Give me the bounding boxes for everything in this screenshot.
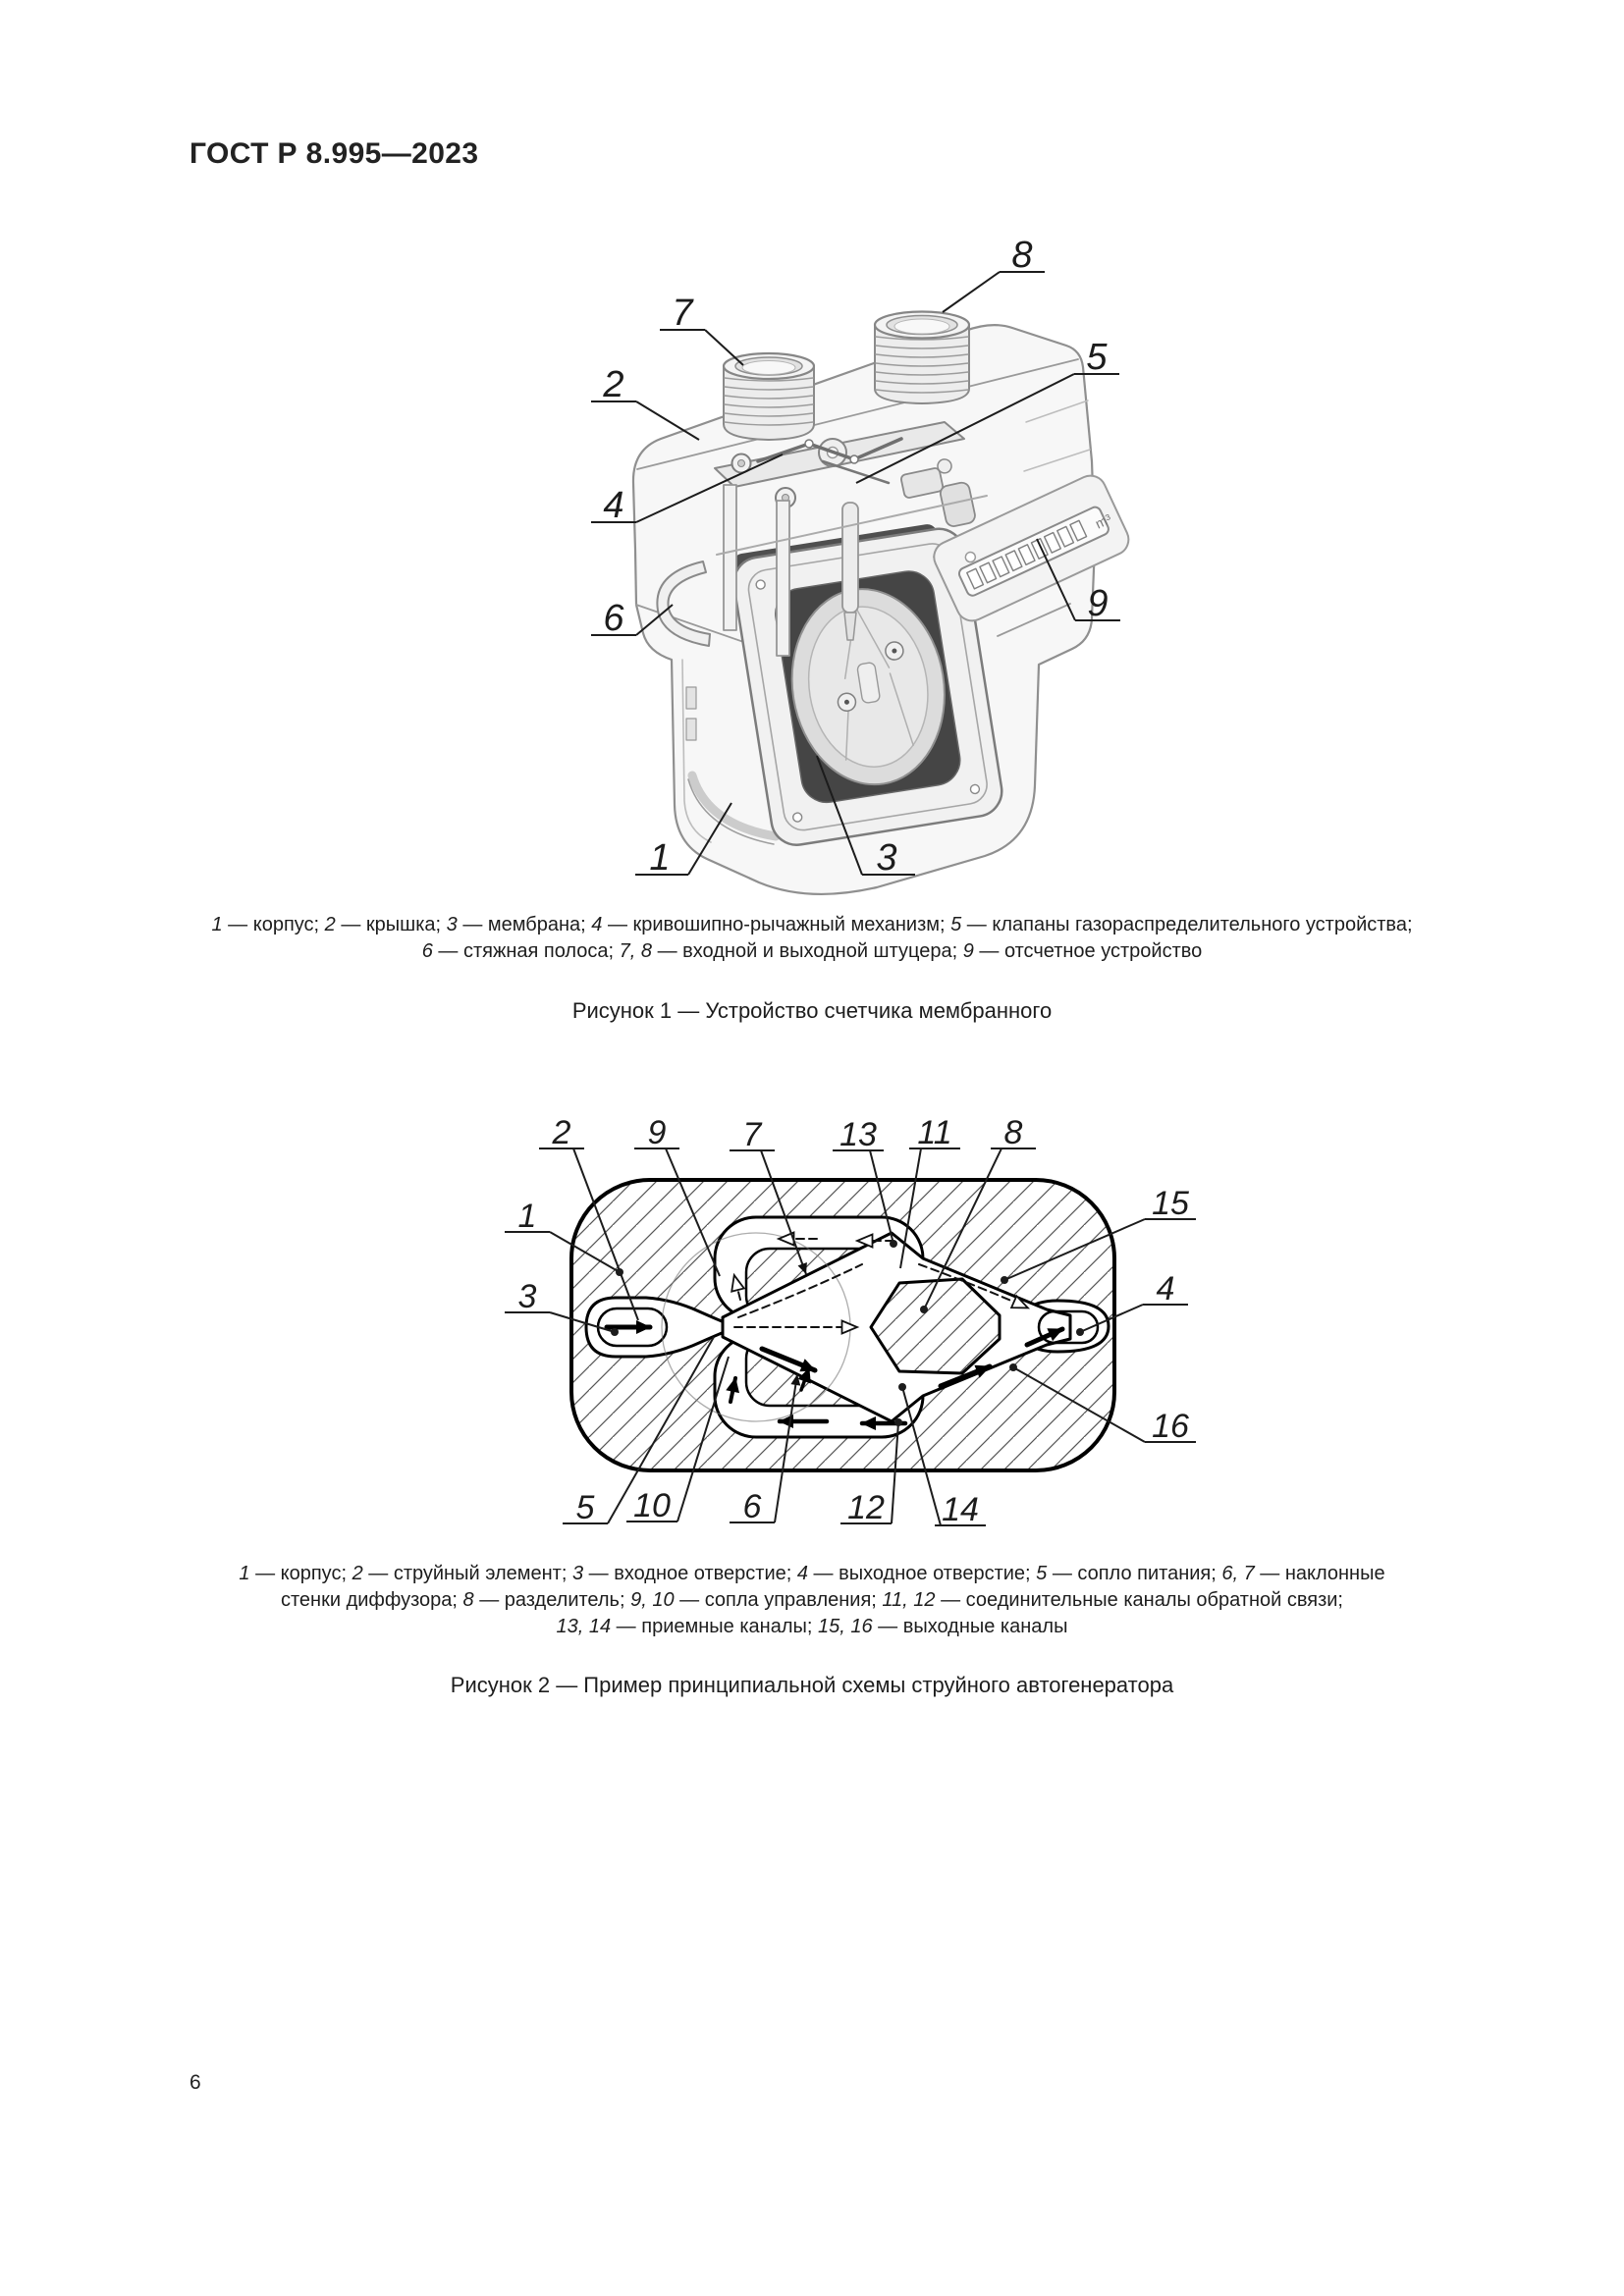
figure1-callout-3: 3 [876, 837, 897, 879]
caption-ref-number: 1 [211, 914, 223, 935]
document-header: ГОСТ Р 8.995—2023 [189, 137, 479, 170]
figure1-callout-leader-2 [636, 401, 699, 440]
figure2-caption-line-2: стенки диффузора; 8 — разделитель; 9, 10 — сопла управления; 11, 12 — соединительные каналы обратной связи; [280, 1589, 1343, 1611]
figure1-callout-5: 5 [1086, 337, 1108, 378]
page-number: 6 [189, 2071, 201, 2094]
figure2-caption-line-3: 13, 14 — приемные каналы; 15, 16 — выходные каналы [556, 1616, 1068, 1637]
figure2-callout-dot-13 [890, 1240, 897, 1248]
figure1-illustration [530, 182, 1178, 908]
figure2-callout-dot-14 [898, 1383, 906, 1391]
figure1-callout-6: 6 [603, 598, 624, 639]
caption-ref-number: 4 [796, 1563, 808, 1584]
figure2-callout-16: 16 [1152, 1408, 1189, 1445]
figure2-callout-dot-12 [894, 1418, 902, 1426]
figure2-callout-5: 5 [575, 1489, 595, 1526]
figure1-callout-1: 1 [649, 837, 671, 879]
caption-ref-number: 4 [591, 914, 603, 935]
frame-bolt [792, 812, 802, 822]
housing-vent-slot [686, 687, 696, 709]
caption-ref-number: 6, 7 [1221, 1563, 1255, 1584]
figure2-caption [0, 1561, 1624, 1640]
caption-ref-number: 2 [324, 914, 336, 935]
figure2-callout-2: 2 [552, 1114, 571, 1151]
caption-ref-number: 13, 14 [556, 1616, 612, 1637]
guide-rod [777, 501, 789, 656]
figure2-callout-dot-15 [1001, 1276, 1008, 1284]
figure1-caption-line-1: 1 — корпус; 2 — крышка; 3 — мембрана; 4 — кривошипно-рычажный механизм; 5 — клапаны газораспределительного устройства; [211, 914, 1413, 935]
frame-bolt [970, 784, 980, 794]
caption-ref-number: 2 [352, 1563, 363, 1584]
figure2-callout-3: 3 [517, 1278, 537, 1315]
caption-ref-number: 5 [1036, 1563, 1048, 1584]
figure2-callout-1: 1 [517, 1198, 537, 1235]
figure2-callout-dot-1 [616, 1268, 623, 1276]
caption-ref-number: 9 [962, 940, 974, 962]
figure1-callout-leader-7 [705, 330, 743, 365]
linkage-joint [850, 455, 858, 463]
figure1-title: Рисунок 1 — Устройство счетчика мембранного [571, 998, 1053, 1023]
figure2-callout-dot-3 [611, 1328, 619, 1336]
valve-stem [842, 503, 858, 613]
inlet-fitting [724, 353, 814, 440]
figure2-title: Рисунок 2 — Пример принципиальной схемы струйного автогенератора [450, 1673, 1174, 1697]
caption-ref-number: 9, 10 [630, 1589, 675, 1611]
housing-vent-slot [686, 719, 696, 740]
figure2-callout-12: 12 [847, 1489, 885, 1526]
linkage-joint [805, 440, 813, 448]
odometer-unit-label: m³ [1092, 510, 1114, 532]
figure2-callout-11: 11 [917, 1114, 952, 1151]
valve-stem-tip [844, 613, 856, 640]
frame-bolt [756, 579, 766, 589]
guide-rod [724, 485, 736, 630]
figure2-callout-13: 13 [839, 1116, 877, 1153]
caption-ref-number: 3 [446, 914, 458, 935]
figure1-callout-8: 8 [1011, 235, 1033, 276]
figure2-callout-10: 10 [633, 1487, 671, 1524]
figure1-callout-leader-8 [943, 272, 1000, 312]
figure1-callout-2: 2 [603, 364, 624, 405]
oscillator-schematic [571, 1180, 1114, 1470]
caption-ref-number: 11, 12 [882, 1589, 936, 1611]
figure2-callout-dot-8 [920, 1306, 928, 1313]
figure2-callout-dot-16 [1009, 1363, 1017, 1371]
figure2-callout-dot-4 [1076, 1328, 1084, 1336]
figure2-callout-15: 15 [1152, 1185, 1189, 1222]
caption-ref-number: 1 [239, 1563, 250, 1584]
caption-ref-number: 7, 8 [619, 940, 653, 962]
caption-ref-number: 8 [462, 1589, 474, 1611]
figure2-callout-7: 7 [742, 1116, 762, 1153]
figure2-callout-6: 6 [742, 1488, 762, 1525]
caption-ref-number: 5 [950, 914, 962, 935]
outlet-fitting [875, 312, 969, 404]
figure2-callout-14: 14 [942, 1491, 979, 1528]
caption-ref-number: 6 [421, 940, 433, 962]
figure1-callout-9: 9 [1087, 583, 1109, 624]
figure1-callout-4: 4 [603, 485, 624, 526]
figure2-callout-8: 8 [1003, 1114, 1023, 1151]
caption-ref-number: 15, 16 [817, 1616, 873, 1637]
figure2-callout-9: 9 [647, 1114, 667, 1151]
caption-ref-number: 3 [571, 1563, 584, 1584]
figure2-illustration [461, 1075, 1227, 1566]
figure1-callout-7: 7 [672, 293, 693, 334]
figure2-callout-4: 4 [1156, 1270, 1175, 1308]
figure2-caption-line-1: 1 — корпус; 2 — струйный элемент; 3 — входное отверстие; 4 — выходное отверстие; 5 — сопло питания; 6, 7 — наклонные [239, 1563, 1385, 1584]
figure1-caption [0, 912, 1624, 965]
figure1-caption-line-2: 6 — стяжная полоса; 7, 8 — входной и выходной штуцера; 9 — отсчетное устройство [421, 940, 1203, 962]
mechanism-bolt-pin [738, 460, 745, 467]
